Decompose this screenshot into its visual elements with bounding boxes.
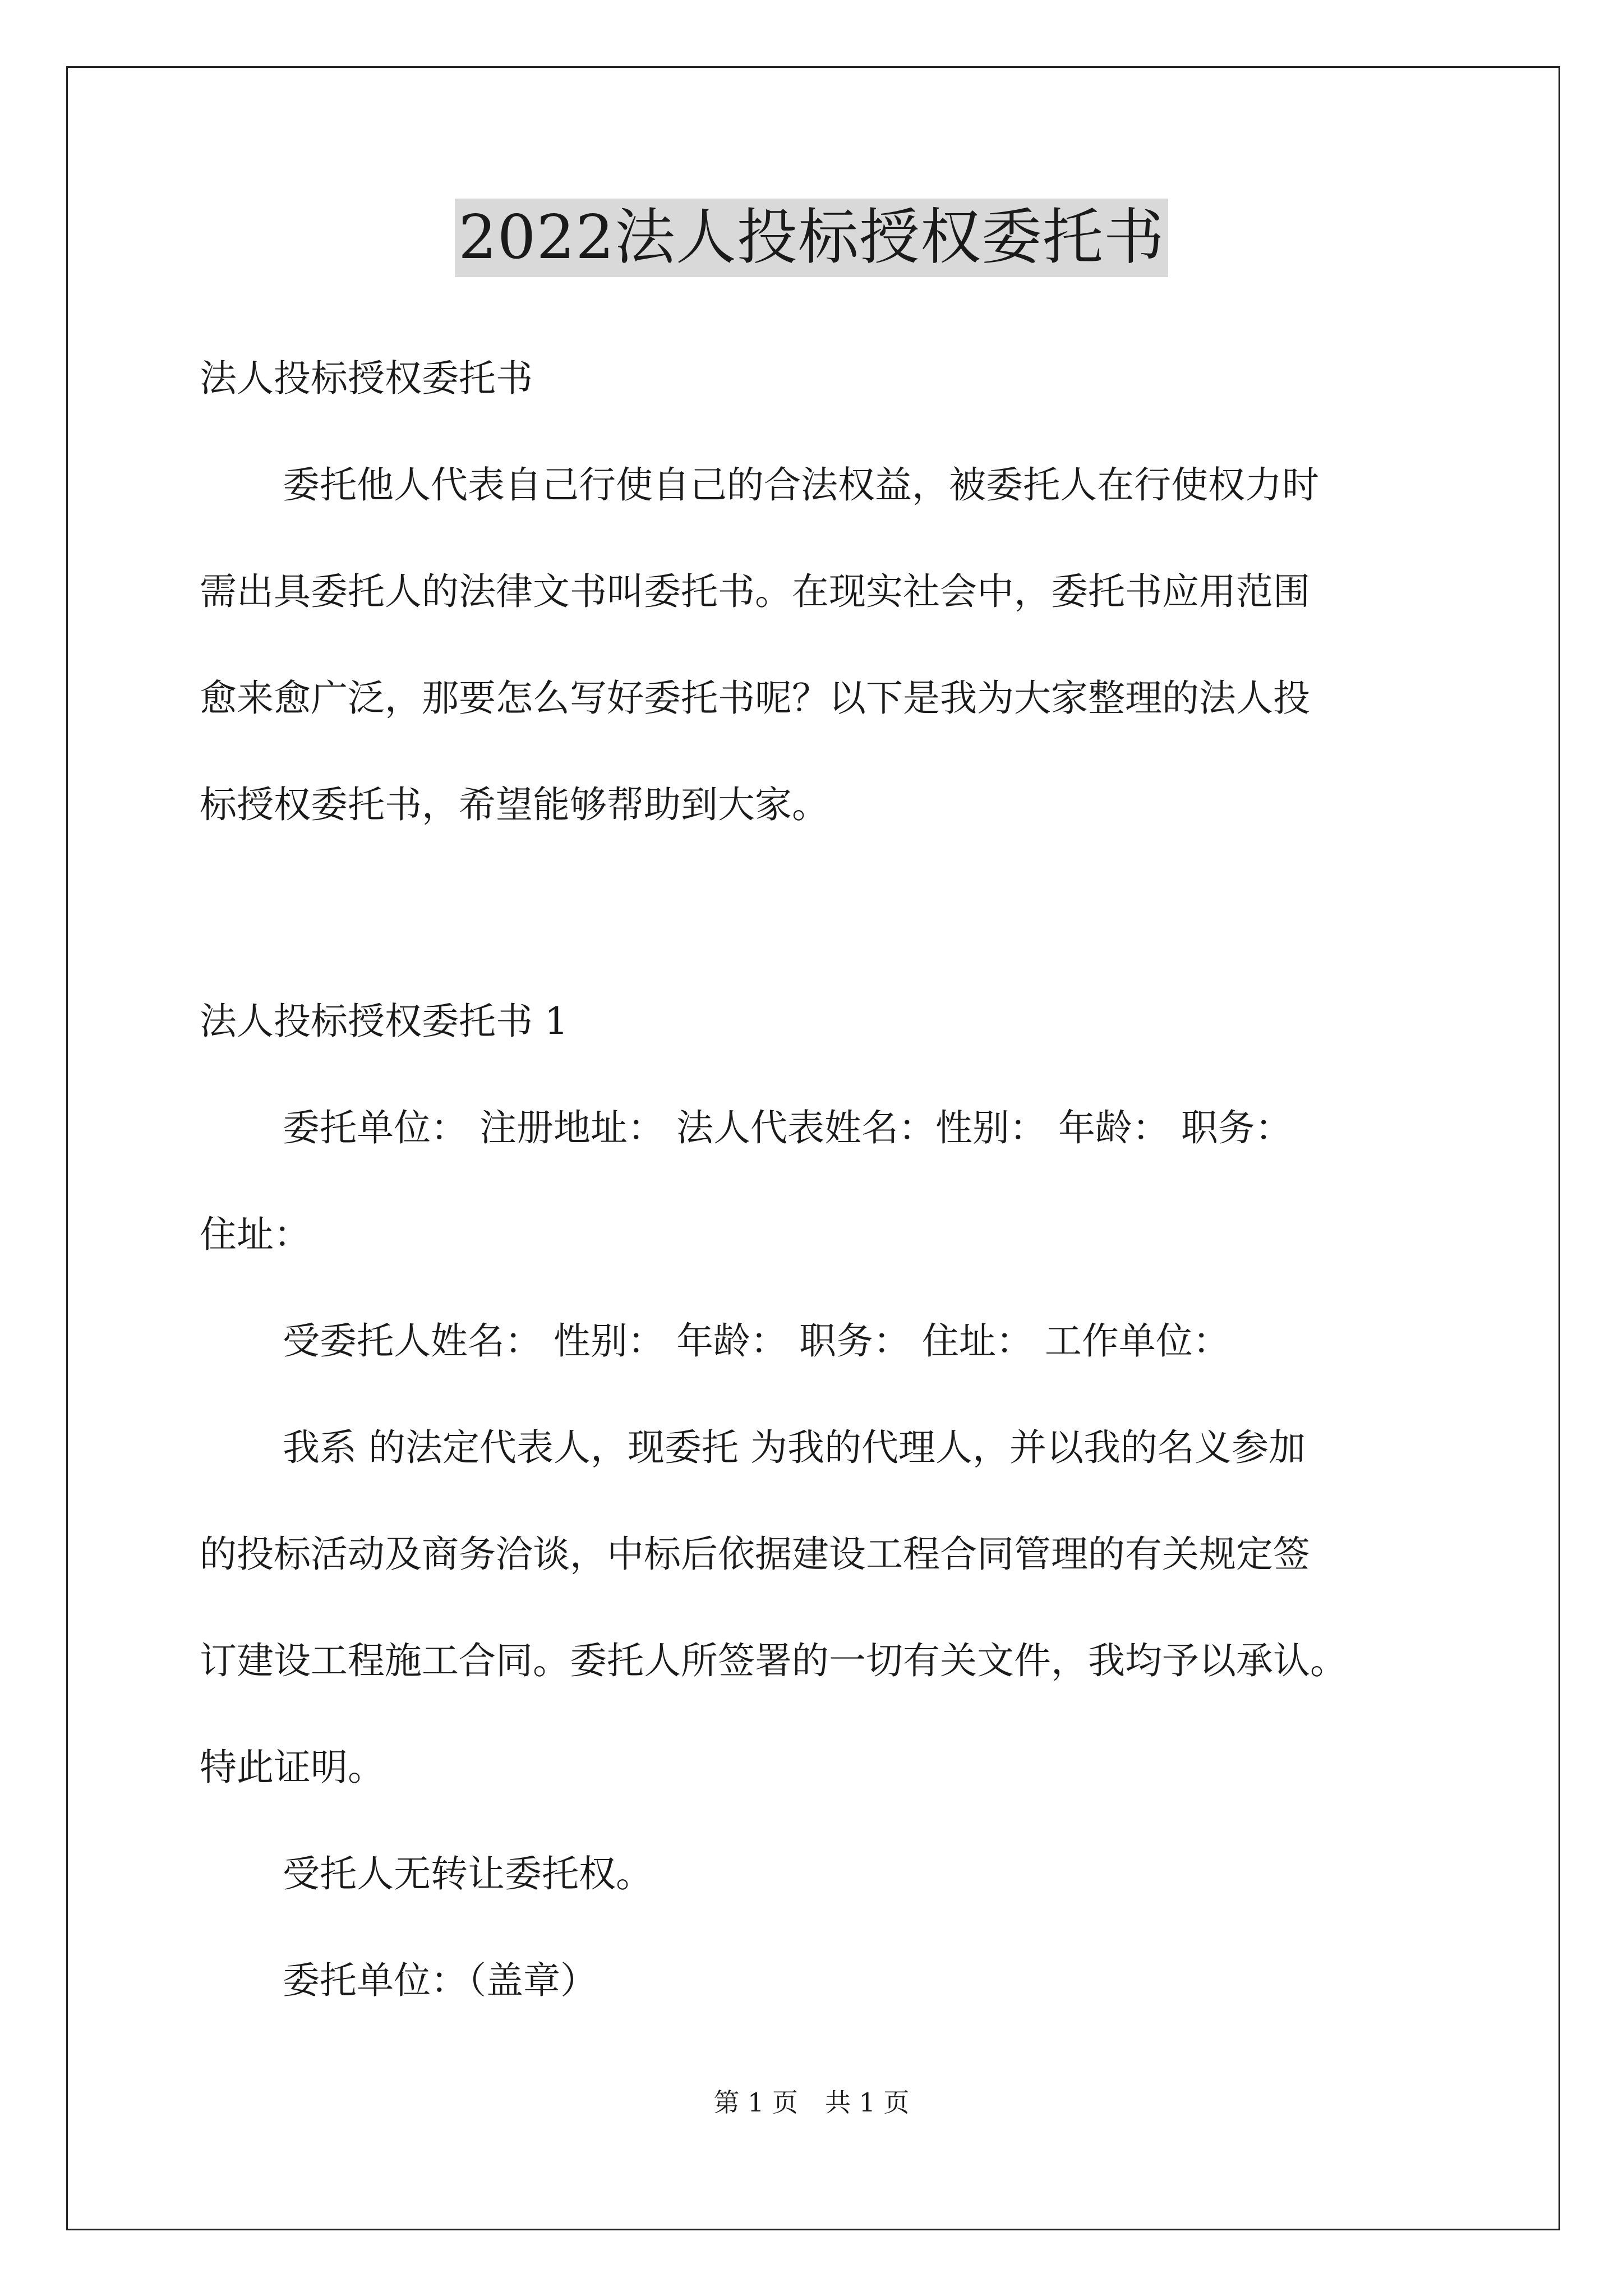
document-body-top <box>200 325 1467 858</box>
section-heading: 法人投标授权委托书 <box>200 357 533 400</box>
document-title <box>0 199 1623 277</box>
document-body-main <box>200 968 1467 2034</box>
title-text: 2022法人投标授权委托书 <box>455 199 1168 277</box>
total-pages: 共 1 页 <box>825 2087 910 2118</box>
principal-fields: 委托单位： 注册地址： 法人代表姓名：性别： 年龄： 职务： <box>283 1106 1292 1149</box>
section-heading: 法人投标授权委托书 1 <box>200 1000 568 1043</box>
no-transfer-statement: 受托人无转让委托权。 <box>283 1852 653 1895</box>
agent-fields: 受委托人姓名： 性别： 年龄： 职务： 住址： 工作单位： <box>283 1319 1230 1363</box>
intro-line: 委托他人代表自己行使自己的合法权益，被委托人在行使权力时 <box>283 463 1319 507</box>
body-line: 我系 的法定代表人，现委托 为我的代理人，并以我的名义参加 <box>283 1426 1306 1469</box>
current-page: 第 1 页 <box>713 2087 798 2118</box>
body-line: 特此证明。 <box>200 1746 385 1789</box>
page-number <box>0 2086 1623 2119</box>
seal-line: 委托单位：（盖章） <box>283 1959 597 2002</box>
intro-line: 愈来愈广泛，那要怎么写好委托书呢？以下是我为大家整理的法人投 <box>200 677 1310 720</box>
intro-line: 标授权委托书，希望能够帮助到大家。 <box>200 783 829 826</box>
intro-line: 需出具委托人的法律文书叫委托书。在现实社会中，委托书应用范围 <box>200 570 1310 613</box>
principal-address: 住址： <box>200 1213 311 1256</box>
body-line: 订建设工程施工合同。委托人所签署的一切有关文件，我均予以承认。 <box>200 1639 1347 1682</box>
body-line: 的投标活动及商务洽谈，中标后依据建设工程合同管理的有关规定签 <box>200 1533 1310 1576</box>
